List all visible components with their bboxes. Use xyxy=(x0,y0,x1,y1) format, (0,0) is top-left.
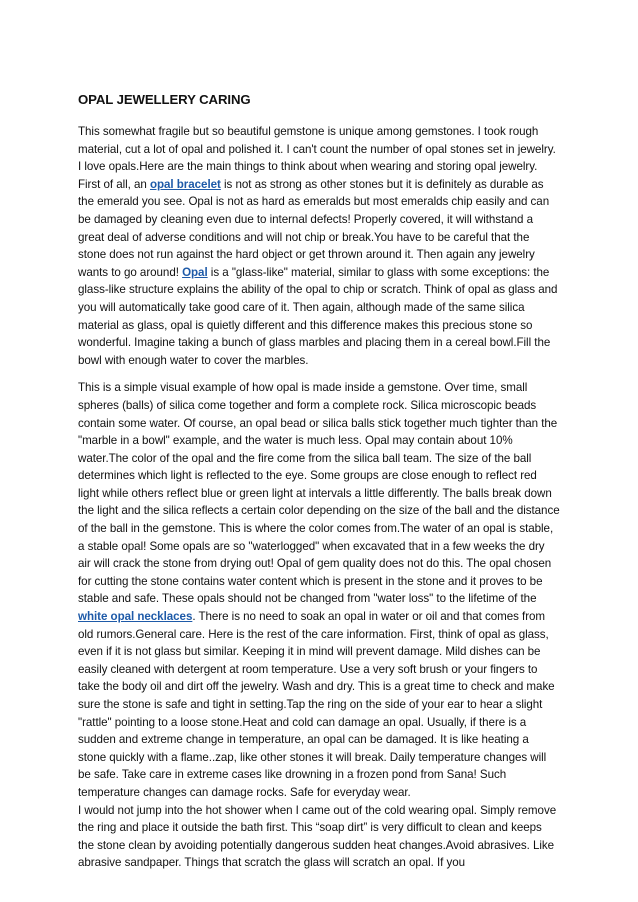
document-title: OPAL JEWELLERY CARING xyxy=(78,92,251,107)
paragraph-1-text-b: is not as strong as other stones but it is definitely as durable as the emerald you see. Opal is not as hard as emeralds but most emeralds chip easily and can be damaged by cleaning even due to internal defects! Properly covered, it will withstand a great deal of adverse conditions and will not chip or break.You have to be careful that the stone does not run against the hard object or get thrown around it. Then again any jewelry wants to go around! xyxy=(78,177,550,279)
paragraph-1-text-a: This somewhat fragile but so beautiful gemstone is unique among gemstones. I took rough material, cut a lot of opal and polished it. I can't count the number of opal stones set in jewelry. I love opals.Here are the main things to think about when wearing and storing opal jewelry. First of all, an xyxy=(78,125,556,191)
paragraph-2-text-a: This is a simple visual example of how opal is made inside a gemstone. Over time, small spheres (balls) of silica come together and form a complete rock. Silica microscopic beads contain some water. Of course, an opal bead or silica balls stick together much tighter than the "marble in a bowl" example, and the water is much less. Opal may contain about 10% water.The color of the opal and the fire come from the silica ball team. The size of the ball determines which light is reflected to the eye. Some groups are close enough to reflect red light while others reflect blue or green light at intervals a little differently. The balls break down the light and the silica reflects a certain color depending on the size of the ball and the distance of the ball in the gemstone. This is where the color comes from.The water of an opal is stable, a stable opal! Some opals are so "waterlogged" when excavated that in a few weeks the dry air will crack the stone from drying out! Opal of gem quality does not do this. The opal chosen for cutting the stone contains water content which is present in the stone and it proves to be stable and safe. These opals should not be changed from "water loss" to the lifetime of the xyxy=(78,381,560,606)
opal-link[interactable]: Opal xyxy=(182,265,208,279)
paragraph-2 xyxy=(78,379,560,801)
paragraph-1 xyxy=(78,123,560,369)
paragraph-2-text-b: . There is no need to soak an opal in water or oil and that comes from old rumors.General care. Here is the rest of the care information. First, think of opal as glass, even if it is not glass but similar. Keeping it in mind will prevent damage. Mild dishes can be easily cleaned with detergent at room temperature. Use a very soft brush or your fingers to take the body oil and dirt off the jewelry. Wash and dry. This is a great time to check and make sure the stone is safe and tight in setting.Tap the ring on the side of your ear to hear a slight "rattle" pointing to a loose stone.Heat and cold can damage an opal. Usually, if there is a sudden and extreme change in temperature, an opal can be damaged. It is like heating a stone quickly with a flame..zap, like other stones it will break. Daily temperature changes will be safe. Take care in extreme cases like drowning in a frozen pond from Sana! Such temperature changes can damage rocks. Safe for everyday wear. xyxy=(78,610,555,799)
white-opal-necklaces-link[interactable]: white opal necklaces xyxy=(78,610,193,624)
document-page xyxy=(78,92,560,872)
paragraph-1-text-c: is a "glass-like" material, similar to glass with some exceptions: the glass-like structure explains the ability of the opal to chip or scratch. Think of opal as glass and you will automatically take good care of it. Then again, although made of the same silica material as glass, opal is quietly different and this difference makes this precious stone so wonderful. Imagine taking a bunch of glass marbles and placing them in a cereal bowl.Fill the bowl with enough water to cover the marbles. xyxy=(78,265,558,367)
paragraph-3: I would not jump into the hot shower when I came out of the cold wearing opal. Simply remove the ring and place it outside the bath first. This “soap dirt” is very difficult to clean and keeps the stone clean by avoiding potentially dangerous sudden heat changes.Avoid abrasives. Like abrasive sandpaper. Things that scratch the glass will scratch an opal. If you xyxy=(78,803,557,870)
opal-bracelet-link[interactable]: opal bracelet xyxy=(149,177,221,191)
